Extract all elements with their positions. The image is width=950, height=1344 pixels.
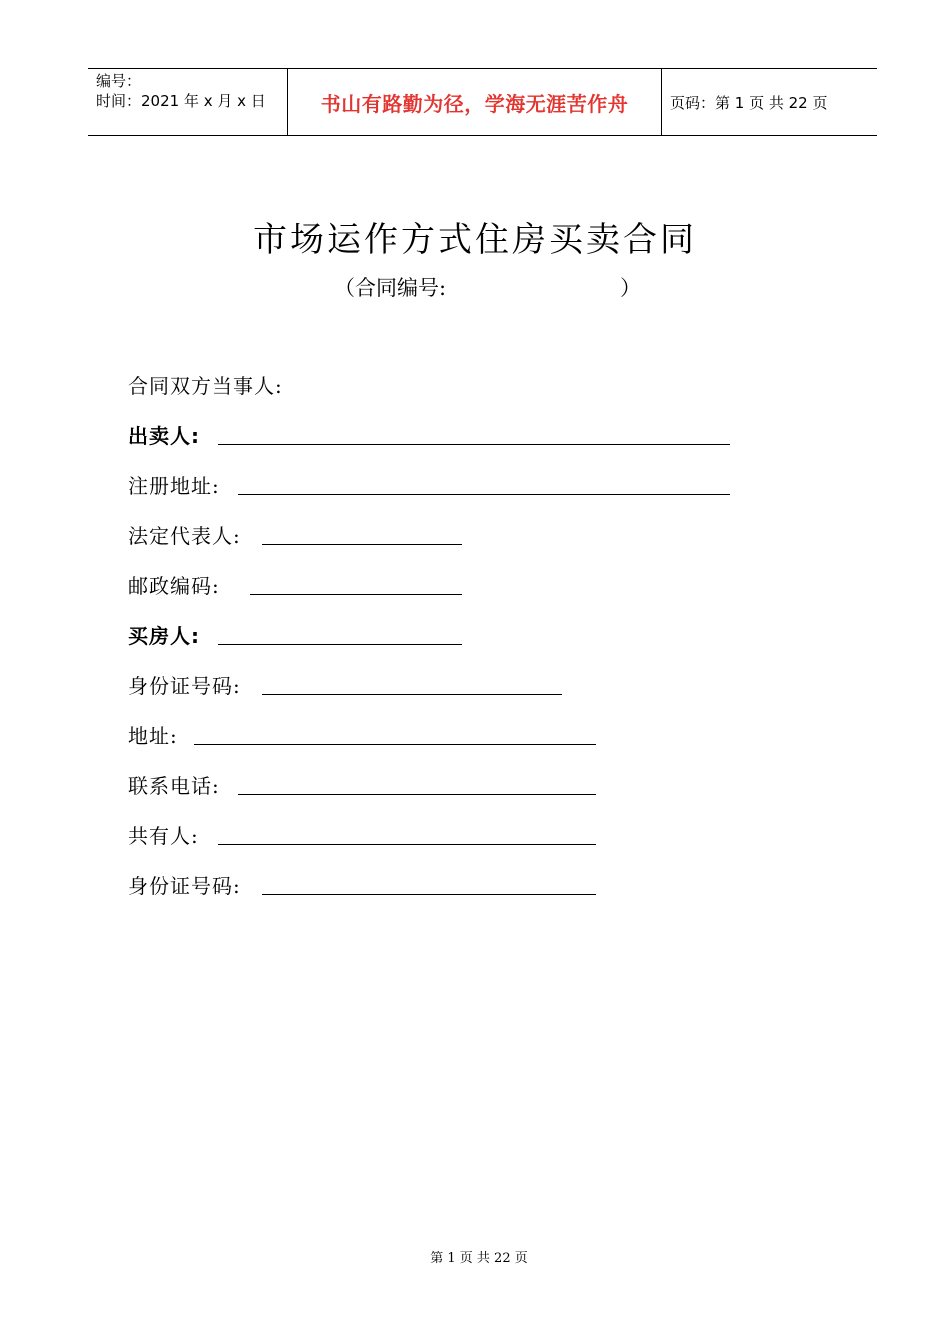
header-time-label: 时间：2021 年 x 月 x 日	[96, 92, 266, 110]
field-blank-id-number[interactable]	[262, 694, 562, 695]
field-blank-co-owner-id-number[interactable]	[262, 894, 596, 895]
document-title: 市场运作方式住房买卖合同	[253, 220, 697, 260]
contract-number-close: ）	[620, 276, 641, 300]
field-blank-seller[interactable]	[218, 444, 730, 445]
field-blank-postal-code[interactable]	[250, 594, 462, 595]
field-label-co-owner-id-number: 身份证号码:	[128, 874, 241, 898]
field-blank-co-owner[interactable]	[218, 844, 596, 845]
field-blank-address[interactable]	[194, 744, 596, 745]
header-meta-cell	[88, 69, 288, 135]
field-label-buyer: 买房人:	[128, 624, 200, 648]
field-label-phone: 联系电话:	[128, 774, 220, 798]
header-page-cell	[662, 69, 877, 135]
field-blank-legal-representative[interactable]	[262, 544, 462, 545]
header-page-label: 页码：第 1 页 共 22 页	[670, 93, 828, 112]
page-header	[88, 68, 877, 136]
field-blank-buyer[interactable]	[218, 644, 462, 645]
field-blank-phone[interactable]	[238, 794, 596, 795]
field-label-address: 地址:	[128, 724, 178, 748]
field-label-seller: 出卖人:	[128, 424, 200, 448]
contract-number-line	[334, 272, 641, 302]
page-footer: 第 1 页 共 22 页	[430, 1251, 528, 1266]
contract-number-label: （合同编号:	[334, 276, 447, 300]
field-label-postal-code: 邮政编码:	[128, 574, 220, 598]
header-motto: 书山有路勤为径，学海无涯苦作舟	[320, 91, 629, 116]
field-label-registered-address: 注册地址:	[128, 474, 220, 498]
header-code-label: 编号：	[96, 72, 142, 90]
header-motto-cell	[288, 69, 662, 135]
field-blank-registered-address[interactable]	[238, 494, 730, 495]
field-label-id-number: 身份证号码:	[128, 674, 241, 698]
field-label-legal-representative: 法定代表人:	[128, 524, 241, 548]
parties-heading: 合同双方当事人:	[128, 374, 283, 398]
field-label-co-owner: 共有人:	[128, 824, 199, 848]
